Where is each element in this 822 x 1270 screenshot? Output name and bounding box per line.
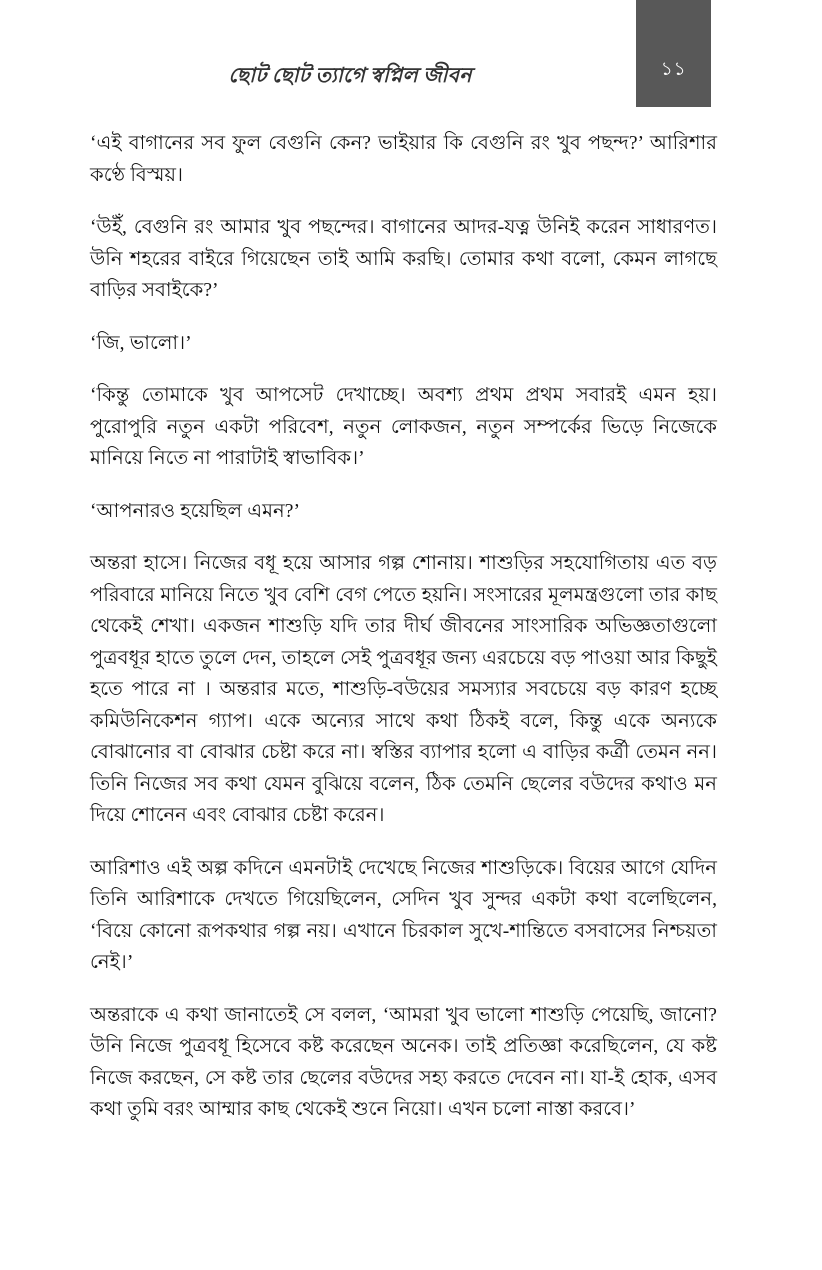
paragraph: ‘আপনারও হয়েছিল এমন?’ bbox=[90, 500, 300, 522]
paragraph: ‘কিন্তু তোমাকে খুব আপসেট দেখাচ্ছে। অবশ্য প্রথম প্রথম সবারই এমন হয়। পুরোপুরি নতুন একটা পরিবেশ, নতুন লোকজন, নতুন সম্পর্কের ভিড়ে নিজেকে মানিয়ে নিতে না পারাটাই স্বাভাবিক।’ bbox=[90, 385, 717, 469]
paragraph: আরিশাও এই অল্প কদিনে এমনটাই দেখেছে নিজের শাশুড়িকে। বিয়ের আগে যেদিন তিনি আরিশাকে দেখতে গিয়েছিলেন, সেদিন খুব সুন্দর একটা কথা বলেছিলেন, ‘বিয়ে কোনো রূপকথার গল্প নয়। এখানে চিরকাল সুখে-শান্তিতে বসবাসের নিশ্চয়তা নেই।’ bbox=[90, 857, 717, 973]
page-number: ১১ bbox=[660, 59, 687, 80]
paragraph: ‘উইঁ, বেগুনি রং আমার খুব পছন্দের। বাগানের আদর-যত্ন উনিই করেন সাধারণত। উনি শহরের বাইরে গিয়েছেন তাই আমি করছি। তোমার কথা বলো, কেমন লাগছে বাড়ির সবাইকে?’ bbox=[90, 217, 717, 301]
folio-block bbox=[636, 0, 711, 107]
chapter-title: ছোট ছোট ত্যাগে স্বপ্নিল জীবন bbox=[228, 65, 472, 87]
paragraph: ‘এই বাগানের সব ফুল বেগুনি কেন? ভাইয়ার কি বেগুনি রং খুব পছন্দ?’ আরিশার কণ্ঠে বিস্ময়। bbox=[90, 133, 717, 186]
paragraph: অন্তরাকে এ কথা জানাতেই সে বলল, ‘আমরা খুব ভালো শাশুড়ি পেয়েছি, জানো? উনি নিজে পুত্রবধূ হিসেবে কষ্ট করেছেন অনেক। তাই প্রতিজ্ঞা করেছিলেন, যে কষ্ট নিজে করছেন, সে কষ্ট তার ছেলের বউদের সহ্য করতে দেবেন না। যা-ই হোক, এসব কথা তুমি বরং আম্মার কাছ থেকেই শুনে নিয়ো। এখন চলো নাস্তা করবে।’ bbox=[90, 1004, 717, 1120]
running-head bbox=[0, 0, 822, 110]
paragraph: অন্তরা হাসে। নিজের বধূ হয়ে আসার গল্প শোনায়। শাশুড়ির সহযোগিতায় এত বড় পরিবারে মানিয়ে নিতে খুব বেশি বেগ পেতে হয়নি। সংসারের মূলমন্ত্রগুলো তার কাছ থেকেই শেখা। একজন শাশুড়ি যদি তার দীর্ঘ জীবনের সাংসারিক অভিজ্ঞতাগুলো পুত্রবধূর হাতে তুলে দেন, তাহলে সেই পুত্রবধূর জন্য এরচেয়ে বড় পাওয়া আর কিছুই হতে পারে না । অন্তরার মতে, শাশুড়ি-বউয়ের সমস্যার সবচেয়ে বড় কারণ হচ্ছে কমিউনিকেশন গ্যাপ। একে অন্যের সাথে কথা ঠিকই বলে, কিন্তু একে অন্যকে বোঝানোর বা বোঝার চেষ্টা করে না। স্বস্তির ব্যাপার হলো এ বাড়ির কর্ত্রী তেমন নন। তিনি নিজের সব কথা যেমন বুঝিয়ে বলেন, ঠিক তেমনি ছেলের বউদের কথাও মন দিয়ে শোনেন এবং বোঝার চেষ্টা করেন। bbox=[90, 553, 717, 826]
body-text-column bbox=[90, 128, 717, 1126]
paragraph: ‘জি, ভালো।’ bbox=[90, 332, 192, 354]
